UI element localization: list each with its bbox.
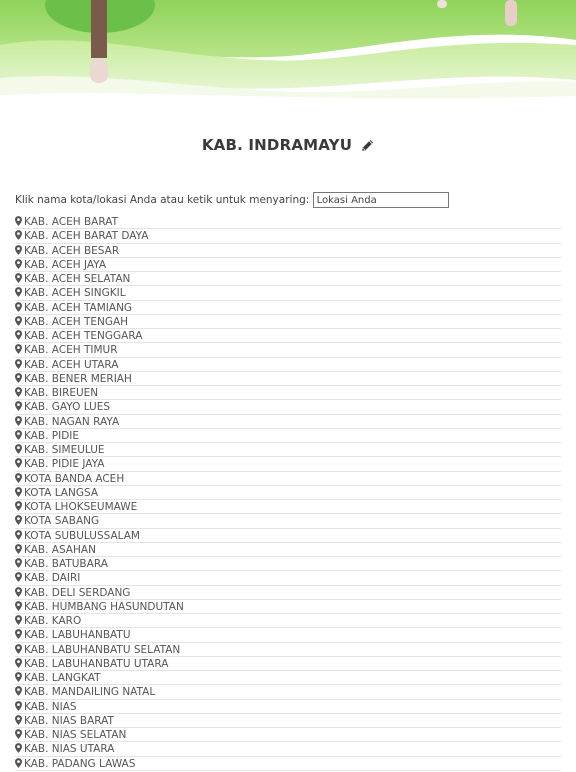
list-item[interactable] <box>15 671 561 685</box>
list-item[interactable] <box>15 415 561 429</box>
list-item-label: KAB. NIAS <box>24 700 77 713</box>
map-marker-icon <box>15 701 22 715</box>
list-item[interactable] <box>15 757 561 771</box>
map-marker-icon <box>15 416 22 430</box>
list-item[interactable] <box>15 529 561 543</box>
list-item[interactable] <box>15 571 561 585</box>
list-item[interactable] <box>15 286 561 300</box>
map-marker-icon <box>15 316 22 330</box>
list-item[interactable] <box>15 457 561 471</box>
list-item[interactable] <box>15 714 561 728</box>
list-item-label: KAB. NAGAN RAYA <box>24 415 120 428</box>
map-marker-icon <box>15 587 22 601</box>
list-item[interactable] <box>15 315 561 329</box>
list-item[interactable] <box>15 600 561 614</box>
list-item[interactable] <box>15 500 561 514</box>
list-item[interactable] <box>15 429 561 443</box>
list-item-label: KAB. ACEH TENGGARA <box>24 330 143 342</box>
list-item[interactable] <box>15 543 561 557</box>
map-marker-icon <box>15 501 22 515</box>
map-marker-icon <box>15 758 22 772</box>
map-marker-icon <box>15 216 22 230</box>
list-item[interactable] <box>15 614 561 628</box>
list-item-label: KAB. BATUBARA <box>24 558 108 570</box>
location-search-input[interactable] <box>313 192 449 208</box>
filter-label: Klik nama kota/lokasi Anda atau ketik untuk menyaring: <box>15 194 310 206</box>
map-marker-icon <box>15 444 22 458</box>
list-item[interactable] <box>15 258 561 272</box>
list-item[interactable] <box>15 586 561 600</box>
list-item[interactable] <box>15 514 561 528</box>
list-item-label: KOTA SUBULUSSALAM <box>24 529 140 542</box>
list-item-label: KAB. ACEH JAYA <box>24 258 107 271</box>
map-marker-icon <box>15 515 22 529</box>
list-item[interactable] <box>15 400 561 414</box>
map-marker-icon <box>15 743 22 757</box>
list-item[interactable] <box>15 386 561 400</box>
map-marker-icon <box>15 601 22 615</box>
list-item[interactable] <box>15 742 561 756</box>
list-item[interactable] <box>15 443 561 457</box>
list-item[interactable] <box>15 628 561 642</box>
map-marker-icon <box>15 259 22 273</box>
list-item[interactable] <box>15 728 561 742</box>
list-item-label: KOTA LHOKSEUMAWE <box>24 501 138 513</box>
hills-banner-illustration <box>0 0 576 110</box>
location-filter <box>15 192 449 208</box>
list-item-label: KOTA BANDA ACEH <box>24 472 125 485</box>
map-marker-icon <box>15 615 22 629</box>
list-item[interactable] <box>15 244 561 258</box>
map-marker-icon <box>15 344 22 358</box>
list-item-label: KAB. LABUHANBATU UTARA <box>24 657 169 670</box>
list-item-label: KAB. SIMEULUE <box>24 444 105 456</box>
list-item-label: KAB. BENER MERIAH <box>24 372 132 385</box>
list-item-label: KAB. LABUHANBATU SELATAN <box>24 643 181 656</box>
list-item[interactable] <box>15 557 561 571</box>
list-item-label: KAB. DELI SERDANG <box>24 586 131 599</box>
pencil-icon[interactable] <box>361 137 374 156</box>
page-title: KAB. INDRAMAYU <box>201 136 353 154</box>
map-marker-icon <box>15 686 22 700</box>
map-marker-icon <box>15 658 22 672</box>
map-marker-icon <box>15 373 22 387</box>
list-item-label: KAB. ACEH SINGKIL <box>24 287 126 300</box>
map-marker-icon <box>15 458 22 472</box>
list-item-label: KOTA SABANG <box>24 515 100 528</box>
list-item-label: KAB. BIREUEN <box>24 387 99 399</box>
map-marker-icon <box>15 387 22 401</box>
map-marker-icon <box>15 572 22 586</box>
list-item-label: KAB. ACEH TAMIANG <box>24 301 133 314</box>
list-item-label: KAB. HUMBANG HASUNDUTAN <box>24 600 184 613</box>
list-item[interactable] <box>15 685 561 699</box>
list-item[interactable] <box>15 215 561 229</box>
list-item-label: KAB. PIDIE <box>24 429 80 442</box>
list-item-label: KAB. DAIRI <box>24 572 81 585</box>
list-item-label: KAB. LANGKAT <box>24 672 101 684</box>
list-item[interactable] <box>15 472 561 486</box>
list-item[interactable] <box>15 272 561 286</box>
list-item-label: KAB. ACEH UTARA <box>24 358 119 371</box>
list-item-label: KAB. ACEH TIMUR <box>24 344 118 357</box>
list-item[interactable] <box>15 700 561 714</box>
map-marker-icon <box>15 530 22 544</box>
list-item[interactable] <box>15 229 561 243</box>
map-marker-icon <box>15 359 22 373</box>
list-item-label: KAB. PIDIE JAYA <box>24 458 105 471</box>
map-marker-icon <box>15 473 22 487</box>
list-item[interactable] <box>15 301 561 315</box>
map-marker-icon <box>15 430 22 444</box>
list-item-label: KAB. ACEH TENGAH <box>24 315 129 328</box>
list-item-label: KAB. ASAHAN <box>24 543 96 556</box>
map-marker-icon <box>15 273 22 287</box>
list-item-label: KAB. NIAS UTARA <box>24 743 115 756</box>
list-item-label: KAB. ACEH BESAR <box>24 244 120 257</box>
list-item-label: KAB. ACEH SELATAN <box>24 273 131 285</box>
map-marker-icon <box>15 629 22 643</box>
list-item-label: KAB. KARO <box>24 615 82 627</box>
list-item-label: KAB. PADANG LAWAS <box>24 757 136 770</box>
location-list <box>15 215 561 771</box>
list-item-label: KAB. MANDAILING NATAL <box>24 686 156 699</box>
map-marker-icon <box>15 487 22 501</box>
page-header <box>0 135 576 156</box>
list-item-label: KOTA LANGSA <box>24 486 99 499</box>
list-item-label: KAB. ACEH BARAT <box>24 216 118 228</box>
map-marker-icon <box>15 302 22 316</box>
list-item[interactable] <box>15 329 561 343</box>
map-marker-icon <box>15 401 22 415</box>
list-item-label: KAB. ACEH BARAT DAYA <box>24 230 149 243</box>
map-marker-icon <box>15 245 22 259</box>
list-item-label: KAB. GAYO LUES <box>24 401 111 414</box>
list-item-label: KAB. NIAS BARAT <box>24 714 114 727</box>
list-item[interactable] <box>15 358 561 372</box>
list-item[interactable] <box>15 643 561 657</box>
list-item[interactable] <box>15 657 561 671</box>
map-marker-icon <box>15 644 22 658</box>
list-item-label: KAB. NIAS SELATAN <box>24 729 127 741</box>
map-marker-icon <box>15 330 22 344</box>
list-item[interactable] <box>15 486 561 500</box>
map-marker-icon <box>15 230 22 244</box>
map-marker-icon <box>15 672 22 686</box>
list-item[interactable] <box>15 372 561 386</box>
list-item[interactable] <box>15 343 561 357</box>
map-marker-icon <box>15 715 22 729</box>
map-marker-icon <box>15 544 22 558</box>
map-marker-icon <box>15 729 22 743</box>
list-item-label: KAB. LABUHANBATU <box>24 629 131 642</box>
map-marker-icon <box>15 558 22 572</box>
map-marker-icon <box>15 287 22 301</box>
